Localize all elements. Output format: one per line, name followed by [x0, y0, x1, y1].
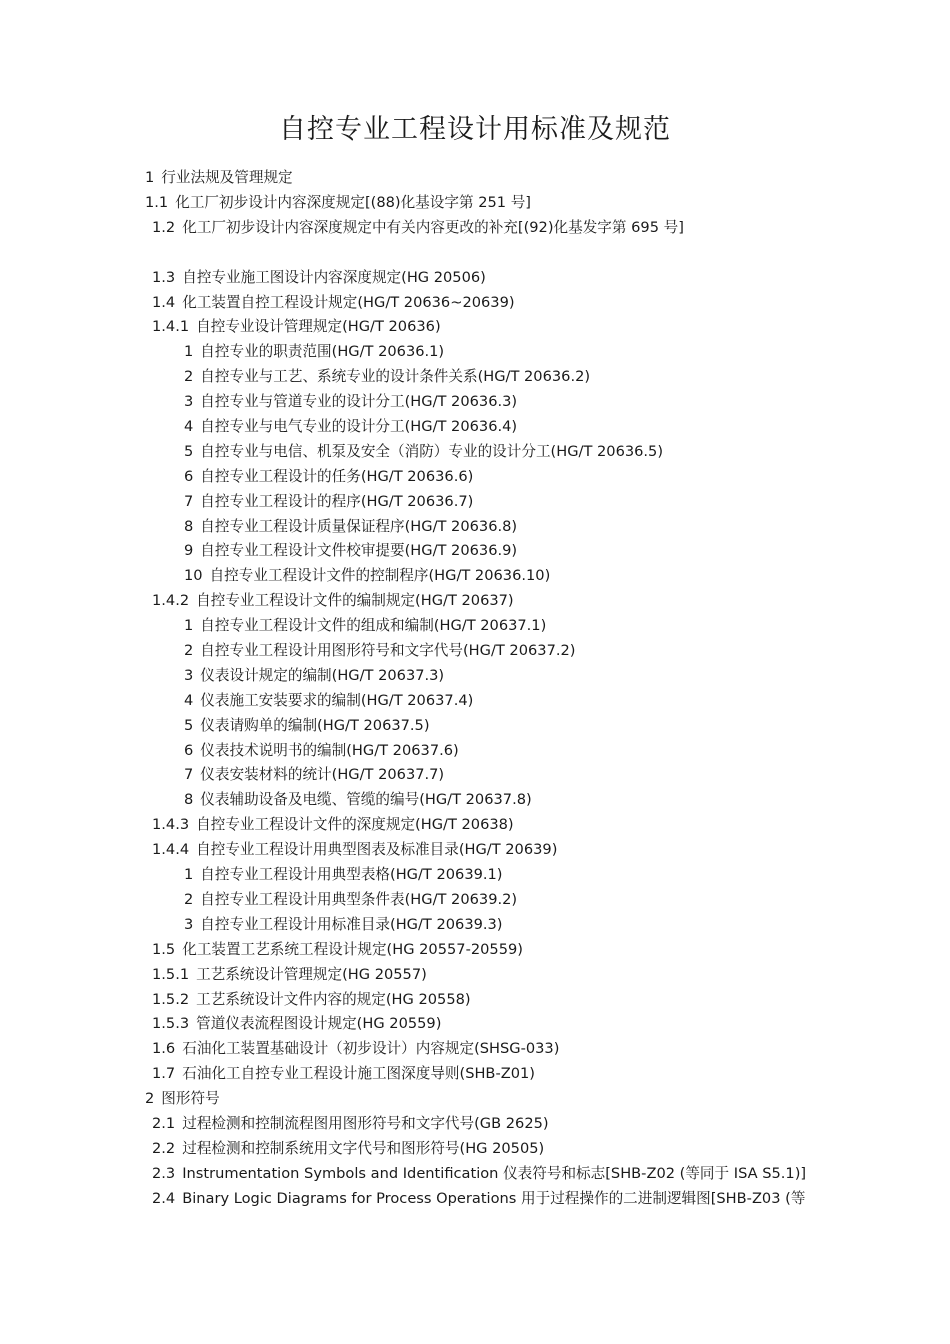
item-text: 自控专业工程设计质量保证程序(HG/T 20636.8): [200, 517, 518, 535]
list-item: [0, 838, 950, 863]
list-item: [0, 988, 950, 1013]
list-item: [0, 813, 950, 838]
list-item: [0, 490, 950, 515]
item-text: 自控专业与工艺、系统专业的设计条件关系(HG/T 20636.2): [200, 368, 591, 386]
item-text: 化工厂初步设计内容深度规定中有关内容更改的补充[(92)化基发字第 695 号]: [182, 218, 684, 236]
item-number: 3: [184, 915, 194, 933]
item-number: 1: [184, 617, 194, 635]
item-number: 8: [184, 517, 194, 535]
item-number: 2.2: [152, 1139, 176, 1157]
item-text: 仪表辅助设备及电缆、管缆的编号(HG/T 20637.8): [200, 791, 532, 809]
item-text: 自控专业工程设计文件的控制程序(HG/T 20636.10): [209, 567, 551, 585]
item-number: 1.1: [145, 193, 169, 211]
list-item: [0, 639, 950, 664]
item-text: Instrumentation Symbols and Identification 仪表符号和标志[SHB-Z02 (等同于 ISA S5.1)]: [182, 1164, 807, 1182]
item-text: 过程检测和控制系统用文字代号和图形符号(HG 20505): [182, 1139, 545, 1157]
list-item: [0, 440, 950, 465]
standards-list: [0, 166, 950, 1212]
list-item: [0, 1037, 950, 1062]
item-number: 4: [184, 691, 194, 709]
item-text: 自控专业工程设计文件校审提要(HG/T 20636.9): [200, 542, 518, 560]
item-text: 自控专业与管道专业的设计分工(HG/T 20636.3): [200, 393, 518, 411]
item-text: 石油化工装置基础设计（初步设计）内容规定(SHSG-033): [182, 1040, 560, 1058]
item-text: 仪表安装材料的统计(HG/T 20637.7): [200, 766, 445, 784]
item-text: 工艺系统设计管理规定(HG 20557): [196, 965, 427, 983]
item-text: 自控专业工程设计用图形符号和文字代号(HG/T 20637.2): [200, 642, 576, 660]
list-item: [0, 315, 950, 340]
item-text: 自控专业工程设计用典型图表及标准目录(HG/T 20639): [196, 841, 558, 859]
item-number: 2.4: [152, 1189, 176, 1207]
item-text: 自控专业工程设计的任务(HG/T 20636.6): [200, 467, 474, 485]
item-number: 1.5.1: [152, 965, 190, 983]
item-text: 石油化工自控专业工程设计施工图深度导则(SHB-Z01): [182, 1065, 535, 1083]
list-item: [0, 614, 950, 639]
item-number: 6: [184, 741, 194, 759]
list-item: [0, 739, 950, 764]
item-number: 2.1: [152, 1114, 176, 1132]
item-text: 化工厂初步设计内容深度规定[(88)化基设字第 251 号]: [175, 193, 531, 211]
item-text: 过程检测和控制流程图用图形符号和文字代号(GB 2625): [182, 1114, 549, 1132]
item-text: 仪表施工安装要求的编制(HG/T 20637.4): [200, 691, 474, 709]
item-text: 自控专业工程设计文件的深度规定(HG/T 20638): [196, 816, 514, 834]
item-text: 自控专业施工图设计内容深度规定(HG 20506): [182, 268, 486, 286]
item-text: 仪表设计规定的编制(HG/T 20637.3): [200, 666, 445, 684]
item-text: 行业法规及管理规定: [161, 169, 293, 186]
list-item: [0, 515, 950, 540]
item-number: 1.5: [152, 940, 176, 958]
list-item: [0, 1062, 950, 1087]
item-text: 自控专业设计管理规定(HG/T 20636): [196, 318, 441, 336]
item-number: 10: [184, 567, 203, 585]
item-number: 1: [184, 866, 194, 884]
list-item: [0, 1137, 950, 1162]
list-item: [0, 714, 950, 739]
item-text: 仪表请购单的编制(HG/T 20637.5): [200, 716, 430, 734]
item-number: 4: [184, 418, 194, 436]
list-item: [0, 664, 950, 689]
item-number: 2.3: [152, 1164, 176, 1182]
list-item: [0, 564, 950, 589]
blank-line: [0, 241, 950, 266]
item-text: 自控专业工程设计用标准目录(HG/T 20639.3): [200, 915, 503, 933]
list-item: [0, 888, 950, 913]
item-number: 1.2: [152, 218, 176, 236]
item-number: 1.4: [152, 293, 176, 311]
item-text: 化工装置工艺系统工程设计规定(HG 20557-20559): [182, 940, 523, 958]
item-number: 2: [184, 890, 194, 908]
item-text: 仪表技术说明书的编制(HG/T 20637.6): [200, 741, 459, 759]
item-text: 自控专业工程设计用典型条件表(HG/T 20639.2): [200, 890, 518, 908]
item-text: 自控专业与电信、机泵及安全（消防）专业的设计分工(HG/T 20636.5): [200, 442, 664, 460]
item-text: 管道仪表流程图设计规定(HG 20559): [196, 1015, 442, 1033]
item-number: 1.5.3: [152, 1015, 190, 1033]
item-number: 1.4.2: [152, 592, 190, 610]
item-number: 7: [184, 766, 194, 784]
list-item: [0, 689, 950, 714]
page-title: 自控专业工程设计用标准及规范: [279, 114, 671, 145]
list-item: [0, 1012, 950, 1037]
list-item: [0, 365, 950, 390]
item-number: 3: [184, 393, 194, 411]
item-number: 1.5.2: [152, 990, 190, 1008]
list-item: [0, 390, 950, 415]
list-item: [0, 539, 950, 564]
list-item: [0, 415, 950, 440]
item-text: 自控专业与电气专业的设计分工(HG/T 20636.4): [200, 418, 518, 436]
item-number: 5: [184, 716, 194, 734]
list-item: [0, 1187, 950, 1212]
list-item: [0, 1112, 950, 1137]
item-number: 1.4.4: [152, 841, 190, 859]
item-number: 7: [184, 492, 194, 510]
list-item: [0, 191, 950, 216]
item-number: 3: [184, 666, 194, 684]
list-item: [0, 763, 950, 788]
item-text: 自控专业工程设计的程序(HG/T 20636.7): [200, 492, 474, 510]
list-item: [0, 1087, 950, 1112]
list-item: [0, 340, 950, 365]
item-text: 自控专业工程设计用典型表格(HG/T 20639.1): [200, 866, 503, 884]
item-number: 1.7: [152, 1065, 176, 1083]
item-text: 自控专业工程设计文件的编制规定(HG/T 20637): [196, 592, 514, 610]
item-number: 6: [184, 467, 194, 485]
item-number: 1: [184, 343, 194, 361]
list-item: [0, 938, 950, 963]
item-number: 9: [184, 542, 194, 560]
item-number: 2: [184, 642, 194, 660]
item-number: 2: [145, 1090, 155, 1108]
item-number: 5: [184, 442, 194, 460]
item-text: 化工装置自控工程设计规定(HG/T 20636~20639): [182, 293, 515, 311]
list-item: [0, 216, 950, 241]
list-item: [0, 266, 950, 291]
list-item: [0, 788, 950, 813]
item-text: 自控专业的职责范围(HG/T 20636.1): [200, 343, 445, 361]
list-item: [0, 465, 950, 490]
item-text: 工艺系统设计文件内容的规定(HG 20558): [196, 990, 471, 1008]
list-item: [0, 1162, 950, 1187]
item-number: 8: [184, 791, 194, 809]
list-item: [0, 589, 950, 614]
list-item: [0, 291, 950, 316]
item-number: 1.6: [152, 1040, 176, 1058]
item-text: 自控专业工程设计文件的组成和编制(HG/T 20637.1): [200, 617, 547, 635]
item-number: 1: [145, 169, 155, 186]
item-number: 1.4.1: [152, 318, 190, 336]
item-number: 2: [184, 368, 194, 386]
item-text: 图形符号: [161, 1090, 220, 1108]
item-text: Binary Logic Diagrams for Process Operations 用于过程操作的二进制逻辑图[SHB-Z03 (等: [182, 1189, 806, 1207]
item-number: 1.3: [152, 268, 176, 286]
list-item: [0, 913, 950, 938]
list-item: [0, 863, 950, 888]
item-number: 1.4.3: [152, 816, 190, 834]
list-item: [0, 963, 950, 988]
list-item: [0, 166, 950, 191]
